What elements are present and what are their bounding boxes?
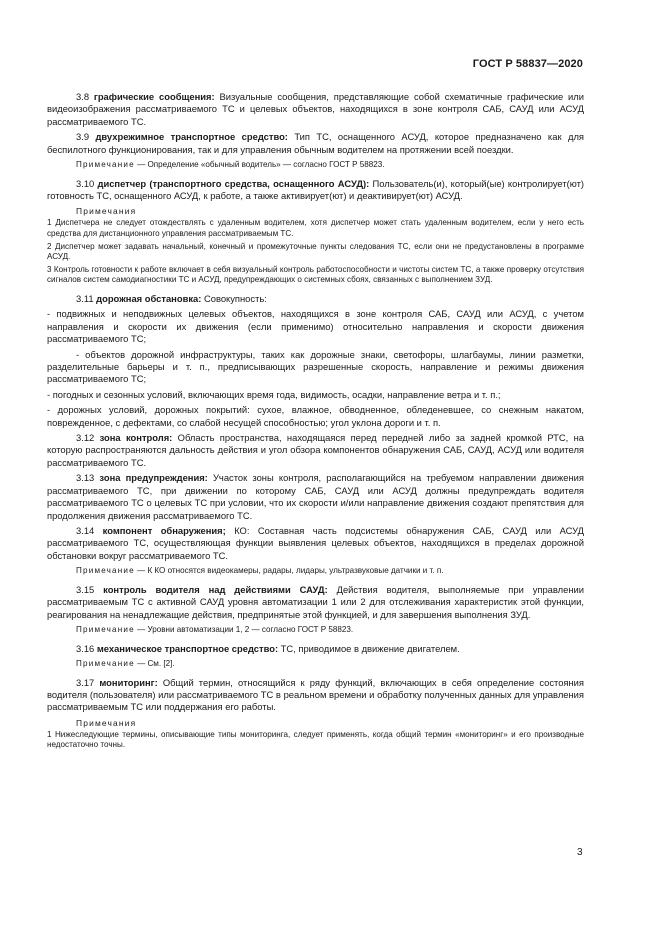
term-3-11: [47, 293, 584, 305]
term-number: 3.13: [76, 472, 100, 484]
term-definition: Участок зоны контроля, располагающийся на требуемом направлении движения рассматриваемого ТС, при движении по которому САБ, САУД или АСУД должны предупреждать водителя рассматриваемого ТС о целевых ТС при условии, что их скорости и/или направление движения создают препятствия для продолжения движения рассматриваемого ТС.: [47, 472, 584, 521]
term-definition: Пользователь(и), который(ые) контролирует(ют) готовность ТС, оснащенного АСУД, к работе, а также активирует(ют) и деактивирует(ют) АСУД.: [47, 177, 584, 202]
term-definition: Общий термин, относящийся к ряду функций, включающих в себя определение состояния водителя (пользователя) или рассматриваемого ТС в реальном времени и обработку полученных данных для управления рассматриваемым ТС или поддержания его работы.: [47, 676, 584, 713]
note-text: — Определение «обычный водитель» — согласно ГОСТ Р 58823.: [134, 160, 385, 170]
term-number: 3.10: [76, 177, 98, 189]
term-definition: КО: Составная часть подсистемы обнаружения САБ, САУД или АСУД рассматриваемого ТС, осуществляющая функции выявления целевых объектов, находящихся в пределах дорожной обстановки вокруг рассматриваемого ТС.: [47, 524, 584, 561]
list-item: - объектов дорожной инфраструктуры, таких как дорожные знаки, светофоры, шлагбаумы, линии разметки, разделительные барьеры и т. п., предписывающих разрешенные скорость, направление и режимы движения рассматриваемого ТС;: [47, 348, 584, 385]
term-definition: Совокупность:: [201, 293, 267, 304]
note-3-14: [47, 566, 584, 577]
note-text: — Уровни автоматизации 1, 2 — согласно ГОСТ Р 58823.: [134, 624, 354, 634]
note-label: Примечание: [76, 160, 135, 170]
term-definition: Визуальные сообщения, представляющие собой схематичные графические или видеоизображения рассматриваемого ТС и целевых объектов, находящихся в зоне контроля САБ, САУД или АСУД рассматриваемого ТС.: [47, 91, 585, 127]
term-3-12: [47, 432, 584, 469]
term-name: двухрежимное транспортное средство:: [95, 131, 288, 143]
term-definition: Тип ТС, оснащенного АСУД, которое предназначено как для беспилотного функционирования, так и для управления обычным водителем на протяжении всей поездки.: [47, 131, 584, 155]
term-3-10: [47, 178, 584, 203]
note-item: 1 Нижеследующие термины, описывающие типы мониторинга, следует применять, когда общий термин «мониторинг» и его производные недостаточно точны.: [47, 729, 584, 750]
term-definition: ТС, приводимое в движение двигателем.: [278, 642, 460, 654]
term-name: механическое транспортное средство:: [96, 642, 279, 654]
list-item: - погодных и сезонных условий, включающих время года, видимость, осадки, направление ветра и т. п.;: [47, 388, 501, 400]
term-number: 3.11: [76, 293, 97, 304]
note-label: Примечание: [76, 624, 135, 634]
term-name: зона контроля:: [99, 432, 173, 444]
term-3-17: [47, 677, 584, 714]
note-item: 3 Контроль готовности к работе включает в себя визуальный контроль работоспособности и чистоты систем ТС, а также проверку отсутствия сигналов систем самодиагностики ТС и АСУД, предупреждающих о системных сбоях, связанных с выполнением ЗУД.: [47, 264, 584, 285]
term-name: мониторинг:: [99, 676, 158, 688]
note-text: — См. [2].: [134, 658, 175, 668]
term-number: 3.15: [76, 583, 104, 595]
note-label: Примечание: [76, 658, 135, 668]
term-number: 3.14: [76, 524, 103, 536]
term-number: 3.12: [76, 432, 100, 444]
term-name: контроль водителя над действиями САУД:: [103, 583, 328, 595]
notes-3-17: [47, 718, 584, 751]
term-definition: Область пространства, находящаяся перед передней либо за задней кромкой РТС, на которую распространяются дальность действия и угол обзора компонентов обнаружения САБ, САУД, АСУД или водителя рассматриваемого ТС.: [47, 432, 585, 468]
page-number: 3: [577, 847, 583, 858]
note-text: — К КО относятся видеокамеры, радары, лидары, ультразвуковые датчики и т. п.: [134, 566, 444, 576]
term-3-8: [47, 91, 584, 128]
term-name: графические сообщения:: [93, 91, 215, 102]
term-3-9: [47, 131, 584, 156]
note-item: 2 Диспетчер может задавать начальный, конечный и промежуточные пункты следования ТС, если они не предустановлены в программе АСУД.: [47, 241, 584, 262]
term-number: 3.16: [76, 642, 97, 654]
term-number: 3.9: [76, 131, 96, 143]
term-name: дорожная обстановка:: [96, 293, 202, 304]
notes-3-10: [47, 206, 584, 286]
standard-header: ГОСТ Р 58837—2020: [472, 58, 583, 70]
note-label: Примечание: [76, 566, 135, 576]
term-3-16: [47, 643, 584, 655]
term-3-14: [47, 525, 584, 562]
notes-heading: Примечания: [76, 206, 137, 217]
note-3-16: [47, 659, 584, 670]
term-number: 3.17: [76, 676, 100, 688]
term-3-13: [47, 472, 584, 522]
note-3-9: [47, 160, 584, 171]
document-body: [47, 91, 584, 758]
term-3-15: [47, 584, 584, 621]
term-number: 3.8: [76, 91, 94, 102]
term-name: зона предупреждения:: [99, 472, 208, 484]
notes-heading: Примечания: [76, 717, 137, 728]
note-3-15: [47, 625, 584, 636]
list-item: - подвижных и неподвижных целевых объектов, находящихся в зоне контроля САБ, САУД или АСУД, с учетом направления и скорости их движения (если применимо) относительно направления и скорости движения рассматриваемого ТС;: [47, 308, 584, 345]
term-name: компонент обнаружения;: [102, 524, 226, 536]
term-name: диспетчер (транспортного средства, оснащенного АСУД):: [97, 177, 370, 189]
term-definition: Действия водителя, выполняемые при управлении рассматриваемым ТС с активной САУД уровня автоматизации 1 или 2 для отслеживания характеристик этой функции, реагирования на ненадлежащие действия, предпринятые этой функцией, и для завершения выполнения ЗУД.: [47, 583, 584, 620]
list-item: - дорожных условий, дорожных покрытий: сухое, влажное, обводненное, обледеневшее, со снежным накатом, поврежденное, с дефектами, со слабой несущей способностью; угол уклона дороги и т. п.: [47, 404, 584, 428]
note-item: 1 Диспетчера не следует отождествлять с удаленным водителем, хотя диспетчер может стать удаленным водителем, если у него есть средства для дистанционного управления рассматриваемым ТС.: [47, 218, 584, 239]
